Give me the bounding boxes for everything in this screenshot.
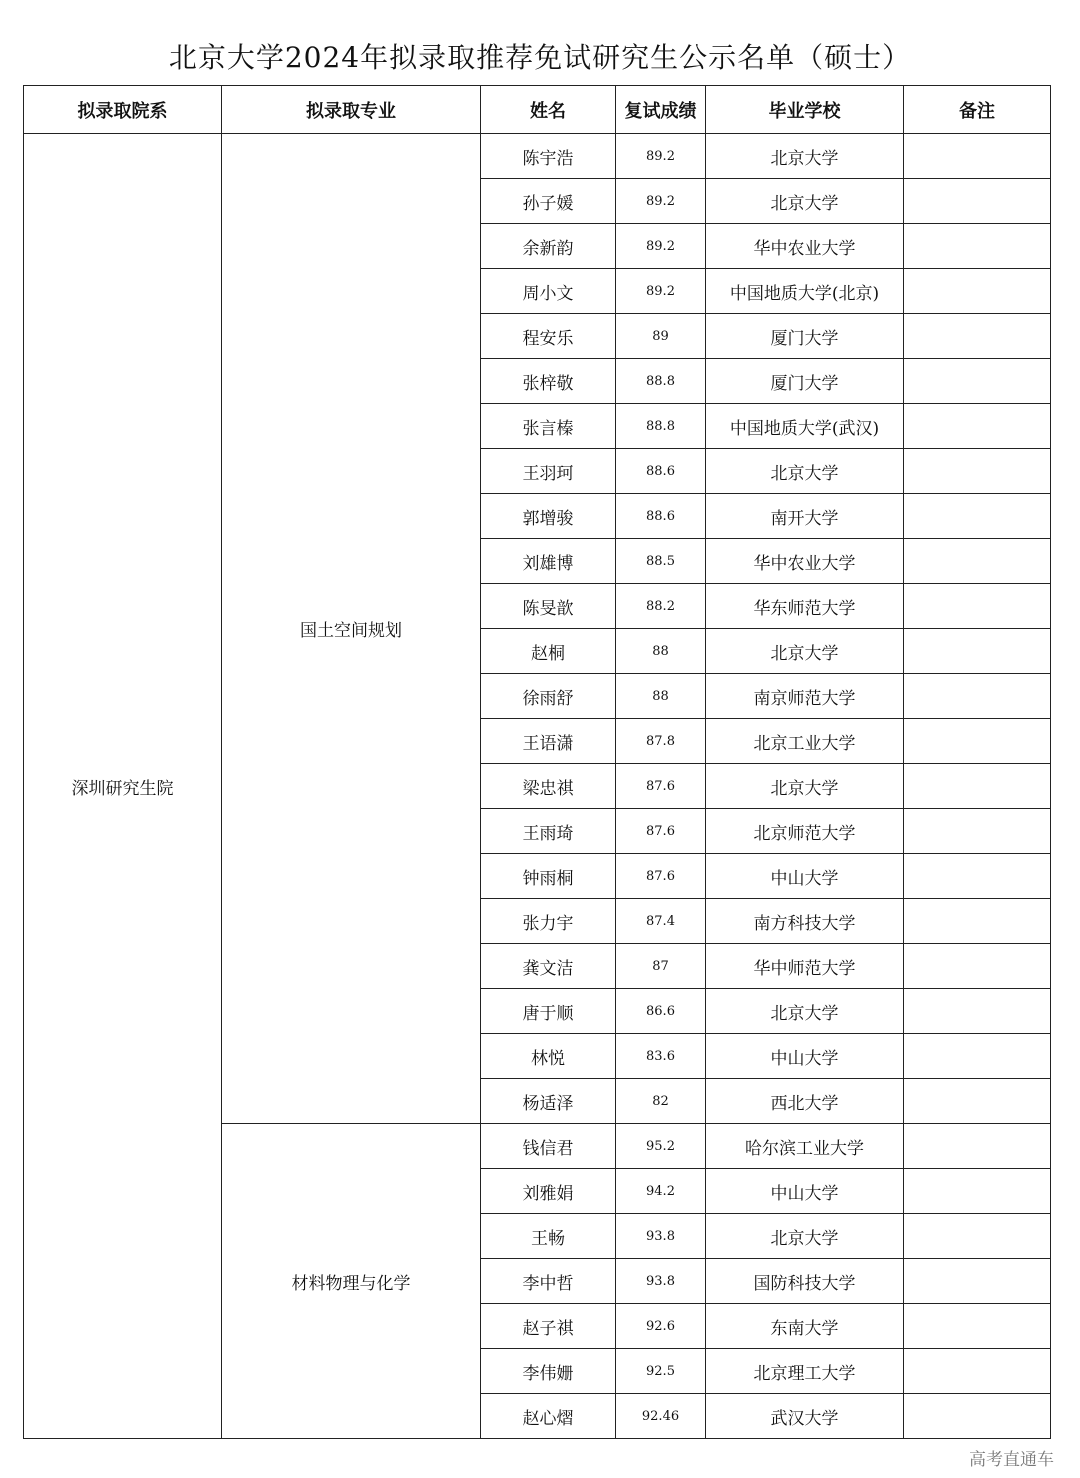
note-cell <box>904 539 1051 584</box>
header-major: 拟录取专业 <box>222 86 481 134</box>
name-cell: 陈宇浩 <box>481 134 616 179</box>
department-cell: 深圳研究生院 <box>24 134 222 1439</box>
score-cell: 89 <box>616 314 706 359</box>
school-cell: 北京大学 <box>706 764 904 809</box>
note-cell <box>904 674 1051 719</box>
note-cell <box>904 989 1051 1034</box>
note-cell <box>904 764 1051 809</box>
score-cell: 87.6 <box>616 854 706 899</box>
note-cell <box>904 809 1051 854</box>
table-body <box>24 134 1051 1439</box>
header-note: 备注 <box>904 86 1051 134</box>
school-cell: 西北大学 <box>706 1079 904 1124</box>
header-department: 拟录取院系 <box>24 86 222 134</box>
note-cell <box>904 854 1051 899</box>
score-cell: 88 <box>616 629 706 674</box>
score-cell: 87.4 <box>616 899 706 944</box>
school-cell: 北京大学 <box>706 989 904 1034</box>
school-cell: 武汉大学 <box>706 1394 904 1439</box>
school-cell: 北京理工大学 <box>706 1349 904 1394</box>
score-cell: 87.6 <box>616 809 706 854</box>
note-cell <box>904 314 1051 359</box>
score-cell: 88.6 <box>616 494 706 539</box>
name-cell: 余新韵 <box>481 224 616 269</box>
score-cell: 89.2 <box>616 179 706 224</box>
school-cell: 东南大学 <box>706 1304 904 1349</box>
name-cell: 杨适泽 <box>481 1079 616 1124</box>
score-cell: 86.6 <box>616 989 706 1034</box>
score-cell: 89.2 <box>616 134 706 179</box>
school-cell: 中山大学 <box>706 1034 904 1079</box>
name-cell: 张言榛 <box>481 404 616 449</box>
name-cell: 王畅 <box>481 1214 616 1259</box>
note-cell <box>904 359 1051 404</box>
school-cell: 北京大学 <box>706 1214 904 1259</box>
note-cell <box>904 449 1051 494</box>
school-cell: 华中农业大学 <box>706 539 904 584</box>
name-cell: 李中哲 <box>481 1259 616 1304</box>
school-cell: 北京大学 <box>706 134 904 179</box>
name-cell: 郭增骏 <box>481 494 616 539</box>
school-cell: 南方科技大学 <box>706 899 904 944</box>
note-cell <box>904 584 1051 629</box>
name-cell: 林悦 <box>481 1034 616 1079</box>
note-cell <box>904 1079 1051 1124</box>
school-cell: 华东师范大学 <box>706 584 904 629</box>
header-name: 姓名 <box>481 86 616 134</box>
score-cell: 82 <box>616 1079 706 1124</box>
note-cell <box>904 899 1051 944</box>
name-cell: 唐于顺 <box>481 989 616 1034</box>
name-cell: 钱信君 <box>481 1124 616 1169</box>
note-cell <box>904 944 1051 989</box>
score-cell: 87.6 <box>616 764 706 809</box>
school-cell: 北京大学 <box>706 449 904 494</box>
note-cell <box>904 1304 1051 1349</box>
name-cell: 周小文 <box>481 269 616 314</box>
note-cell <box>904 179 1051 224</box>
school-cell: 厦门大学 <box>706 314 904 359</box>
name-cell: 梁忠祺 <box>481 764 616 809</box>
name-cell: 龚文洁 <box>481 944 616 989</box>
school-cell: 北京大学 <box>706 179 904 224</box>
score-cell: 95.2 <box>616 1124 706 1169</box>
name-cell: 王语潇 <box>481 719 616 764</box>
score-cell: 88.8 <box>616 359 706 404</box>
school-cell: 南京师范大学 <box>706 674 904 719</box>
note-cell <box>904 629 1051 674</box>
name-cell: 陈旻歆 <box>481 584 616 629</box>
header-score: 复试成绩 <box>616 86 706 134</box>
admission-table <box>23 85 1051 1439</box>
name-cell: 王雨琦 <box>481 809 616 854</box>
note-cell <box>904 494 1051 539</box>
page-title: 北京大学2024年拟录取推荐免试研究生公示名单（硕士） <box>168 41 912 74</box>
note-cell <box>904 1124 1051 1169</box>
school-cell: 国防科技大学 <box>706 1259 904 1304</box>
watermark: 高考直通车 <box>969 1450 1054 1470</box>
score-cell: 88.5 <box>616 539 706 584</box>
name-cell: 张梓敬 <box>481 359 616 404</box>
name-cell: 张力宇 <box>481 899 616 944</box>
note-cell <box>904 1349 1051 1394</box>
note-cell <box>904 224 1051 269</box>
note-cell <box>904 1394 1051 1439</box>
score-cell: 92.6 <box>616 1304 706 1349</box>
score-cell: 88.6 <box>616 449 706 494</box>
note-cell <box>904 404 1051 449</box>
table-row <box>24 134 1051 179</box>
note-cell <box>904 1169 1051 1214</box>
major-cell: 国土空间规划 <box>222 134 481 1124</box>
header-row <box>24 86 1051 134</box>
score-cell: 93.8 <box>616 1214 706 1259</box>
name-cell: 钟雨桐 <box>481 854 616 899</box>
score-cell: 92.5 <box>616 1349 706 1394</box>
name-cell: 徐雨舒 <box>481 674 616 719</box>
school-cell: 南开大学 <box>706 494 904 539</box>
score-cell: 89.2 <box>616 224 706 269</box>
note-cell <box>904 1259 1051 1304</box>
note-cell <box>904 269 1051 314</box>
school-cell: 华中师范大学 <box>706 944 904 989</box>
school-cell: 厦门大学 <box>706 359 904 404</box>
score-cell: 88.2 <box>616 584 706 629</box>
school-cell: 华中农业大学 <box>706 224 904 269</box>
score-cell: 87 <box>616 944 706 989</box>
school-cell: 北京师范大学 <box>706 809 904 854</box>
name-cell: 王羽珂 <box>481 449 616 494</box>
name-cell: 程安乐 <box>481 314 616 359</box>
name-cell: 赵桐 <box>481 629 616 674</box>
major-cell: 材料物理与化学 <box>222 1124 481 1439</box>
score-cell: 93.8 <box>616 1259 706 1304</box>
score-cell: 94.2 <box>616 1169 706 1214</box>
school-cell: 北京工业大学 <box>706 719 904 764</box>
score-cell: 87.8 <box>616 719 706 764</box>
note-cell <box>904 1034 1051 1079</box>
school-cell: 北京大学 <box>706 629 904 674</box>
score-cell: 83.6 <box>616 1034 706 1079</box>
score-cell: 88.8 <box>616 404 706 449</box>
name-cell: 刘雅娟 <box>481 1169 616 1214</box>
note-cell <box>904 134 1051 179</box>
name-cell: 赵子祺 <box>481 1304 616 1349</box>
note-cell <box>904 719 1051 764</box>
school-cell: 中国地质大学(武汉) <box>706 404 904 449</box>
name-cell: 孙子媛 <box>481 179 616 224</box>
score-cell: 88 <box>616 674 706 719</box>
school-cell: 中国地质大学(北京) <box>706 269 904 314</box>
name-cell: 赵心熠 <box>481 1394 616 1439</box>
school-cell: 哈尔滨工业大学 <box>706 1124 904 1169</box>
name-cell: 刘雄博 <box>481 539 616 584</box>
name-cell: 李伟姗 <box>481 1349 616 1394</box>
score-cell: 89.2 <box>616 269 706 314</box>
school-cell: 中山大学 <box>706 854 904 899</box>
score-cell: 92.46 <box>616 1394 706 1439</box>
header-school: 毕业学校 <box>706 86 904 134</box>
school-cell: 中山大学 <box>706 1169 904 1214</box>
note-cell <box>904 1214 1051 1259</box>
